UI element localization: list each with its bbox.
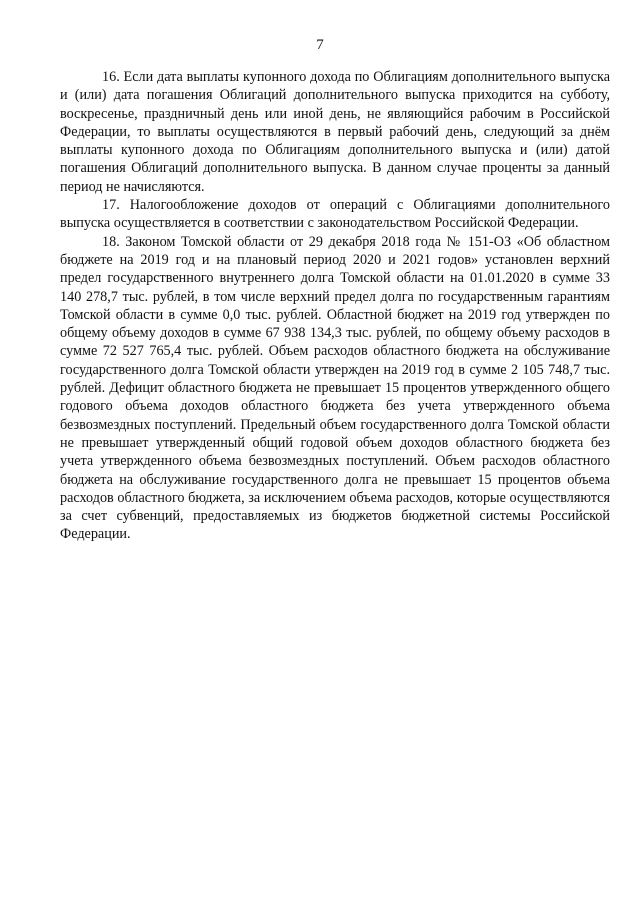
document-body [60,68,610,544]
paragraph-17: 17. Налогообложение доходов от операций с Облигациями дополнительного выпуска осуществляется в соответствии с законодательством Российской Федерации. [60,197,610,232]
page-number: 7 [316,37,324,53]
paragraph-18: 18. Законом Томской области от 29 декабря 2018 года № 151-ОЗ «Об областном бюджете на 2019 год и на плановый период 2020 и 2021 годов» установлен верхний предел государственного внутреннего долга Томской области на 01.01.2020 в сумме 33 140 278,7 тыс. рублей, в том числе верхний предел долга по государственным гарантиям Томской области в сумме 0,0 тыс. рублей. Областной бюджет на 2019 год утвержден по общему объему доходов в сумме 67 938 134,3 тыс. рублей, по общему объему расходов в сумме 72 527 765,4 тыс. рублей. Объем расходов областного бюджета на обслуживание государственного долга Томской области утвержден на 2019 год в сумме 2 105 748,7 тыс. рублей. Дефицит областного бюджета не превышает 15 процентов утвержденного общего годового объема доходов областного бюджета без учета утвержденного объема безвозмездных поступлений. Предельный объем государственного долга Томской области не превышает утвержденный общий годовой объем доходов областного бюджета без учета утвержденного объема безвозмездных поступлений. Объем расходов областного бюджета на обслуживание государственного долга не превышает 15 процентов объема расходов областного бюджета, за исключением объема расходов, которые осуществляются за счет субвенций, предоставляемых из бюджетов бюджетной системы Российской Федерации. [60,233,610,543]
paragraph-16: 16. Если дата выплаты купонного дохода по Облигациям дополнительного выпуска и (или) дата погашения Облигаций дополнительного выпуска приходится на субботу, воскресенье, праздничный день или иной день, не являющийся рабочим в Российской Федерации, то выплаты осуществляются в первый рабочий день, следующий за днём выплаты купонного дохода по Облигациям дополнительного выпуска и (или) датой погашения Облигаций дополнительного выпуска. В данном случае проценты за данный период не начисляются. [60,69,610,195]
